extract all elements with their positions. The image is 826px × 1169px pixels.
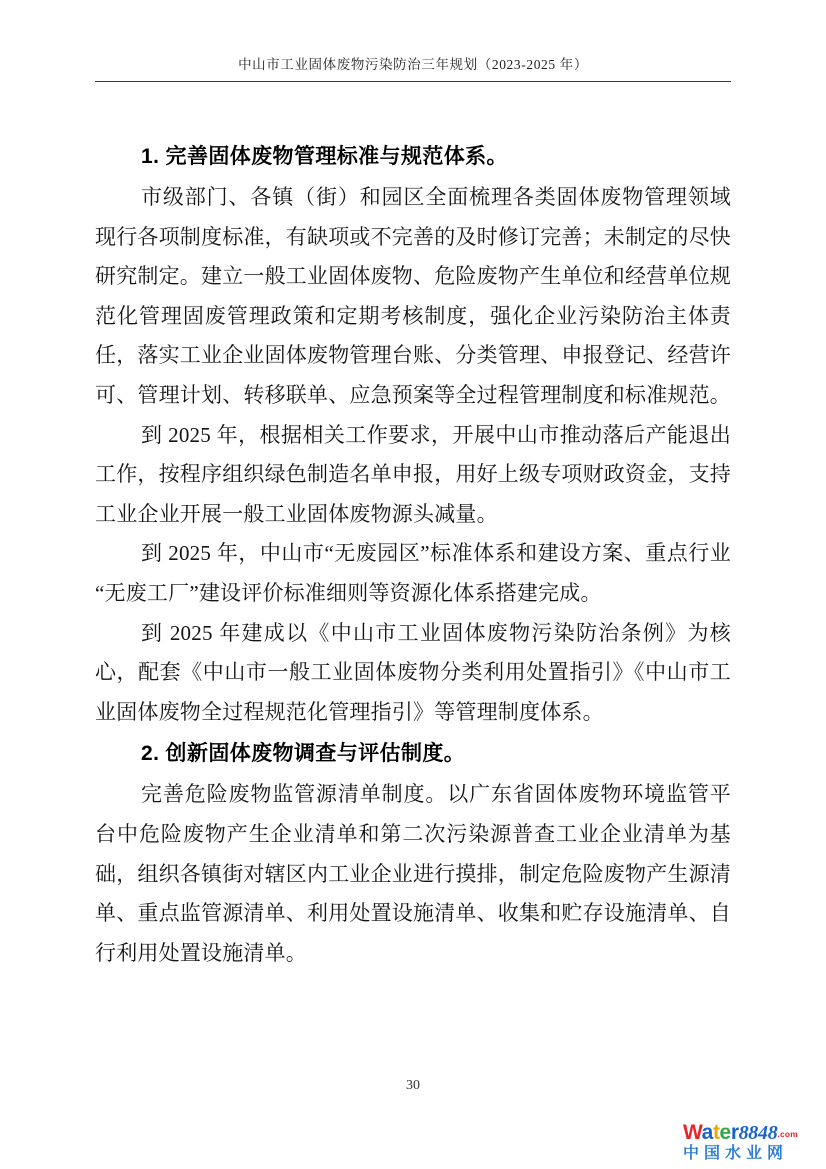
- paragraph-4: 到 2025 年建成以《中山市工业固体废物污染防治条例》为核心，配套《中山市一般工业固体废物分类利用处置指引》《中山市工业固体废物全过程规范化管理指引》等管理制度体系。: [95, 620, 731, 724]
- paragraph-5: 完善危险废物监管源清单制度。以广东省固体废物环境监管平台中危险废物产生企业清单和第二次污染源普查工业企业清单为基础，组织各镇街对辖区内工业企业进行摸排，制定危险废物产生源清单、重点监管源清单、利用处置设施清单、收集和贮存设施清单、自行利用处置设施清单。: [95, 782, 731, 965]
- header-divider-rule: [95, 81, 731, 82]
- watermark-number: 8848: [738, 1122, 778, 1144]
- heading-2: 2. 创新固体废物调查与评估制度。: [141, 742, 466, 766]
- running-header: [95, 56, 731, 75]
- watermark-letter-t: t: [712, 1121, 720, 1144]
- watermark-tld: .com: [777, 1129, 799, 1139]
- running-header-title: 中山市工业固体废物污染防治三年规划（2023-2025 年）: [238, 57, 588, 72]
- watermark-letter-w: W: [683, 1121, 702, 1144]
- watermark-brand-chinese: 中国水业网: [683, 1145, 789, 1162]
- document-body: [95, 135, 731, 973]
- watermark-letter-e: e: [719, 1121, 731, 1144]
- paragraph-2: 到 2025 年，根据相关工作要求，开展中山市推动落后产能退出工作，按程序组织绿色制造名单申报，用好上级专项财政资金，支持工业企业开展一般工业固体废物源头减量。: [95, 422, 731, 526]
- page-number: 30: [406, 1078, 420, 1093]
- heading-1: 1. 完善固体废物管理标准与规范体系。: [141, 145, 508, 168]
- watermark-letter-a: a: [701, 1121, 713, 1144]
- paragraph-1: 市级部门、各镇（街）和园区全面梳理各类固体废物管理领域现行各项制度标准，有缺项或不完善的及时修订完善；未制定的尽快研究制定。建立一般工业固体废物、危险废物产生单位和经营单位规范化管理固废管理政策和定期考核制度，强化企业污染防治主体责任，落实工业企业固体废物管理台账、分类管理、申报登记、经营许可、管理计划、转移联单、应急预案等全过程管理制度和标准规范。: [95, 185, 731, 407]
- watermark-brand-latin: [683, 1122, 823, 1143]
- paragraph-3: 到 2025 年，中山市“无废园区”标准体系和建设方案、重点行业“无废工厂”建设评价标准细则等资源化体系搭建完成。: [95, 541, 731, 605]
- watermark-logo: [683, 1122, 823, 1162]
- watermark-letter-r: r: [730, 1121, 739, 1144]
